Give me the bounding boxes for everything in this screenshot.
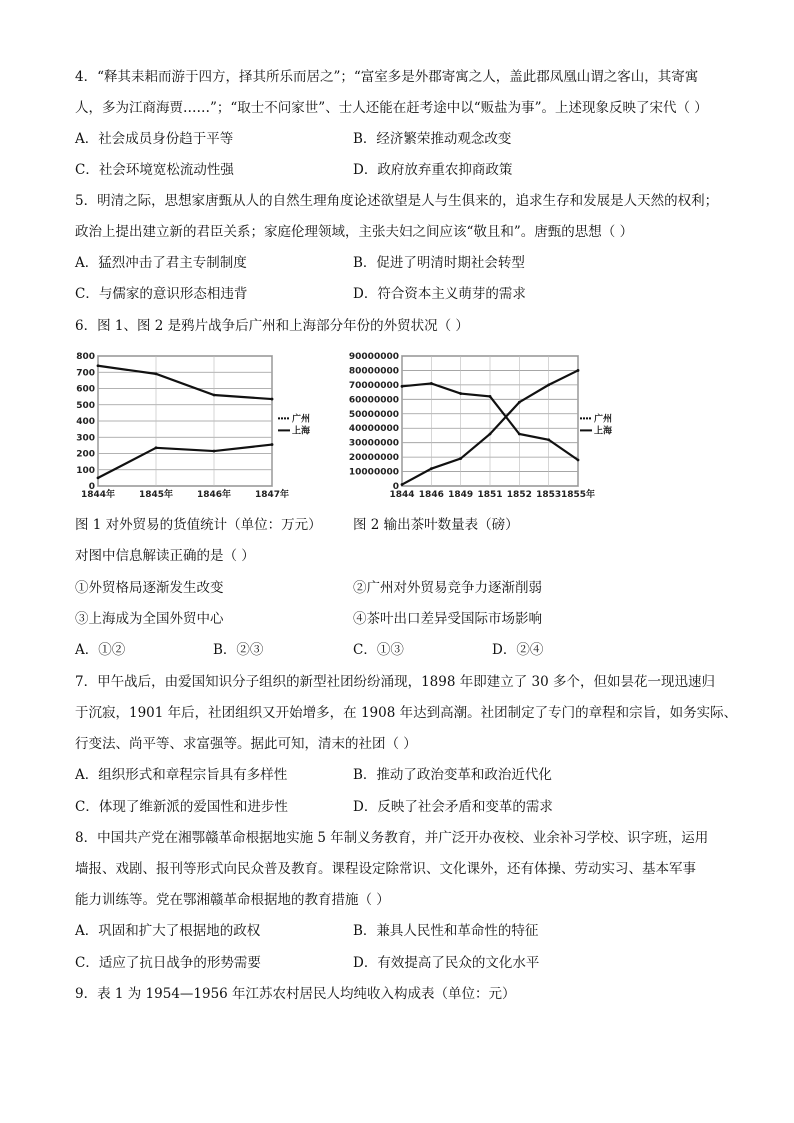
chart2-series-0-point (547, 438, 550, 441)
chart2-y-tick-label: 70000000 (348, 380, 399, 391)
q7-option-b: B．推动了政治变革和政治近代化 (353, 767, 552, 783)
q6-statement-1: ①外贸格局逐渐发生改变 (75, 580, 224, 596)
q4-option-b: B．经济繁荣推动观念改变 (353, 131, 512, 147)
q8-option-d: D．有效提高了民众的文化水平 (353, 955, 540, 971)
chart2-legend-label-0: 广州 (594, 414, 613, 425)
chart2-y-tick-label: 80000000 (348, 366, 399, 377)
chart2-series-0-point (518, 433, 521, 436)
chart-1 (72, 350, 312, 505)
q4-option-d: D．政府放弃重农抑商政策 (353, 162, 513, 178)
chart2-series-1-point (577, 369, 580, 372)
chart2-y-tick-label: 50000000 (348, 409, 399, 420)
chart1-legend-label-1: 上海 (292, 426, 311, 437)
chart1-y-tick-label: 400 (76, 417, 95, 427)
chart-2 (348, 350, 613, 505)
chart2-y-tick-label: 60000000 (348, 395, 399, 406)
chart-2-caption: 图 2 输出茶叶数量表（磅） (353, 517, 519, 533)
q6-question: 对图中信息解读正确的是（ ） (75, 548, 255, 564)
chart2-x-tick-label: 1852 (506, 490, 532, 500)
chart2-series-0-point (459, 392, 462, 395)
q7-stem-line2: 于沉寂，1901 年后，社团组织又开始增多，在 1908 年达到高潮。社团制定了专门的章程和宗旨，如务实际、 (75, 705, 738, 721)
chart2-series-1-point (430, 467, 433, 470)
chart2-x-tick-label: 1844 (389, 490, 415, 500)
q7-option-d: D．反映了社会矛盾和变革的需求 (353, 799, 553, 815)
q4-stem-line1: 4．“释其耒耜而游于四方，择其所乐而居之”；“富室多是外郡寄寓之人，盖此郡凤凰山谓之客山，其寄寓 (75, 69, 699, 85)
chart1-y-tick-label: 500 (76, 400, 95, 411)
chart2-series-1-point (547, 383, 550, 386)
chart2-series-1-point (489, 433, 492, 436)
chart1-series-0-line (98, 366, 272, 399)
chart2-legend-label-1: 上海 (594, 426, 613, 437)
chart1-x-tick-label: 1847年 (254, 490, 290, 500)
q8-stem-line2: 墙报、戏剧、报刊等形式向民众普及教育。课程设定除常识、文化课外，还有体操、劳动实习、基本军事 (75, 861, 696, 877)
chart1-x-tick-label: 1845年 (138, 490, 174, 500)
chart1-y-tick-label: 800 (76, 352, 95, 362)
chart2-x-tick-label: 1846 (418, 490, 444, 500)
q7-option-a: A．组织形式和章程宗旨具有多样性 (75, 767, 288, 783)
chart1-y-tick-label: 0 (88, 482, 95, 492)
chart2-series-0-point (401, 385, 404, 388)
chart1-series-1-point (155, 446, 158, 449)
chart1-series-0-point (155, 372, 158, 375)
q8-option-a: A．巩固和扩大了根据地的政权 (75, 923, 261, 939)
q5-stem-line1: 5．明清之际，思想家唐甄从人的自然生理角度论述欲望是人与生俱来的，追求生存和发展是人天然的权利； (75, 193, 719, 209)
q4-option-c: C．社会环境宽松流动性强 (75, 162, 234, 178)
q5-stem-line2: 政治上提出建立新的君臣关系；家庭伦理领域，主张夫妇之间应该“敬且和”。唐甄的思想（ ） (75, 224, 634, 240)
q4-stem-line2: 人，多为江商海贾……”；“取士不问家世”、士人还能在赶考途中以“贩盐为事”。上述现象反映了宋代（ ） (75, 100, 708, 116)
chart1-series-0-point (213, 394, 216, 397)
chart1-y-tick-label: 100 (76, 465, 95, 476)
q5-option-b: B．促进了明清时期社会转型 (353, 255, 525, 271)
chart1-series-1-line (98, 445, 272, 478)
chart2-y-tick-label: 30000000 (348, 438, 399, 449)
q5-option-c: C．与儒家的意识形态相违背 (75, 286, 248, 302)
chart2-y-tick-label: 40000000 (348, 424, 399, 435)
chart2-y-tick-label: 20000000 (348, 453, 399, 464)
chart2-x-tick-label: 1849 (448, 490, 474, 500)
chart1-series-1-point (271, 443, 274, 446)
q8-stem-line3: 能力训练等。党在鄂湘赣革命根据地的教育措施（ ） (75, 892, 390, 908)
chart2-series-1-point (518, 401, 521, 404)
chart2-series-1-point (401, 483, 404, 486)
chart1-x-tick-label: 1844年 (80, 490, 116, 500)
chart1-series-1-point (97, 476, 100, 479)
q6-option-b: B．②③ (213, 642, 264, 658)
chart2-y-tick-label: 10000000 (348, 467, 399, 478)
q7-stem-line3: 行变法、尚平等、求富强等。据此可知，清末的社团（ ） (75, 736, 417, 752)
q6-option-d: D．②④ (492, 642, 544, 658)
q7-stem-line1: 7．甲午战后，由爱国知识分子组织的新型社团纷纷涌现，1898 年即建立了 30 多个，但如昙花一现迅速归 (75, 674, 715, 690)
q6-statement-3: ③上海成为全国外贸中心 (75, 611, 224, 627)
q6-option-c: C．①③ (353, 642, 404, 658)
chart1-y-tick-label: 700 (76, 368, 95, 379)
q6-option-a: A．①② (75, 642, 126, 658)
q8-option-b: B．兼具人民性和革命性的特征 (353, 923, 539, 939)
chart2-y-tick-label: 90000000 (348, 352, 399, 362)
chart1-y-tick-label: 200 (76, 449, 95, 460)
chart2-series-0-point (577, 459, 580, 462)
chart2-x-tick-label: 1853 (536, 490, 562, 500)
chart1-series-0-point (97, 364, 100, 367)
chart1-y-tick-label: 300 (76, 433, 95, 444)
chart2-series-0-point (489, 395, 492, 398)
q4-option-a: A．社会成员身份趋于平等 (75, 131, 234, 147)
chart1-series-1-point (213, 450, 216, 453)
q6-stem: 6．图 1、图 2 是鸦片战争后广州和上海部分年份的外贸状况（ ） (75, 318, 469, 334)
q8-option-c: C．适应了抗日战争的形势需要 (75, 955, 261, 971)
chart2-y-tick-label: 0 (392, 482, 399, 492)
chart1-legend-label-0: 广州 (292, 414, 311, 425)
q9-stem-line1: 9．表 1 为 1954—1956 年江苏农村居民人均纯收入构成表（单位：元） (75, 986, 516, 1002)
chart-1-caption: 图 1 对外贸易的货值统计（单位：万元） (75, 517, 322, 533)
chart2-x-tick-label: 1851 (477, 490, 503, 500)
q6-statement-4: ④茶叶出口差异受国际市场影响 (353, 611, 542, 627)
chart2-series-1-point (459, 457, 462, 460)
q5-option-d: D．符合资本主义萌芽的需求 (353, 286, 526, 302)
q5-option-a: A．猛烈冲击了君主专制制度 (75, 255, 247, 271)
chart2-x-tick-label: 1855年 (560, 490, 596, 500)
q6-statement-2: ②广州对外贸易竞争力逐渐削弱 (353, 580, 542, 596)
q8-stem-line1: 8．中国共产党在湘鄂赣革命根据地实施 5 年制义务教育，并广泛开办夜校、业余补习学校、识字班，运用 (75, 830, 709, 846)
chart1-y-tick-label: 600 (76, 384, 95, 395)
chart1-series-0-point (271, 398, 274, 401)
q7-option-c: C．体现了维新派的爱国性和进步性 (75, 799, 288, 815)
chart2-series-0-point (430, 382, 433, 385)
chart1-x-tick-label: 1846年 (196, 490, 232, 500)
